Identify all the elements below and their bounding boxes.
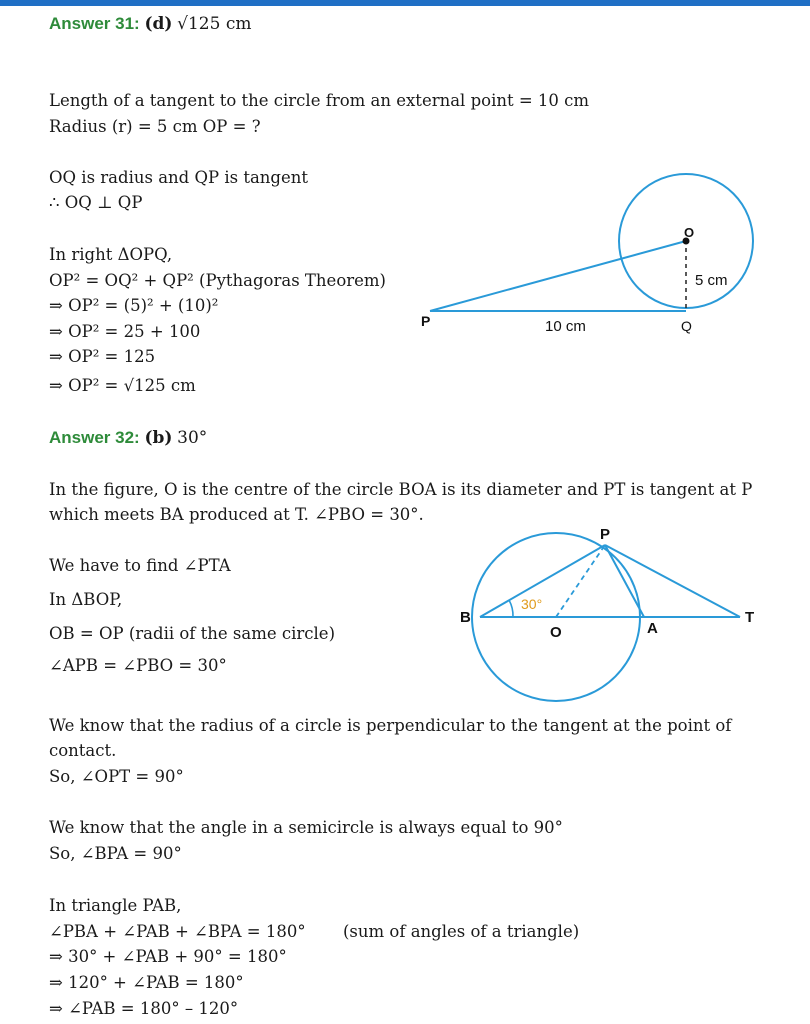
tangent-figure-31 — [410, 170, 770, 350]
label-p32: P — [600, 526, 611, 543]
line-op — [430, 241, 686, 311]
text-line: ∴ OQ ⊥ QP — [49, 193, 143, 212]
text-line: So, ∠BPA = 90° — [49, 844, 182, 863]
answer-32-label: Answer 32: — [49, 428, 140, 447]
label-p: P — [421, 313, 431, 329]
text-line: OP² = OQ² + QP² (Pythagoras Theorem) — [49, 271, 386, 290]
text-line: OQ is radius and QP is tangent — [49, 168, 309, 187]
tangent-figure-32 — [455, 520, 775, 710]
answer-31-option: (d) — [144, 14, 173, 34]
text-line: We know that the angle in a semicircle is always equal to 90° — [49, 818, 563, 837]
text-line: We know that the radius of a circle is perpendicular to the tangent at the point of — [49, 716, 732, 735]
label-a: A — [647, 620, 658, 637]
label-q: Q — [681, 318, 692, 334]
label-tangent: 10 cm — [545, 318, 586, 335]
radius-op-dashed — [556, 545, 605, 617]
text-line: ⇒ OP² = (5)² + (10)² — [49, 296, 219, 315]
angle-arc — [509, 600, 513, 617]
text-line: So, ∠OPT = 90° — [49, 767, 184, 786]
label-b: B — [460, 609, 471, 626]
text-line: In ΔBOP, — [49, 590, 123, 609]
text-line: We have to find ∠PTA — [49, 556, 231, 575]
text-line: which meets BA produced at T. ∠PBO = 30°. — [49, 505, 424, 524]
text-line: ⇒ OP² = 125 — [49, 347, 156, 366]
answer-32-value: 30° — [177, 428, 208, 448]
text-line: Radius (r) = 5 cm OP = ? — [49, 117, 261, 136]
answer-31-value: √125 cm — [177, 14, 252, 34]
text-line: ∠PBA + ∠PAB + ∠BPA = 180° — [49, 922, 306, 941]
answer-31-heading — [49, 14, 251, 34]
text-line: ∠APB = ∠PBO = 30° — [49, 656, 227, 675]
label-angle: 30° — [521, 596, 543, 612]
text-line: ⇒ OP² = 25 + 100 — [49, 322, 201, 341]
text-line: In right ΔOPQ, — [49, 245, 173, 264]
text-line: ⇒ 30° + ∠PAB + 90° = 180° — [49, 947, 287, 966]
text-line: contact. — [49, 741, 117, 760]
label-o32: O — [550, 624, 562, 641]
text-line: In the figure, O is the centre of the circle BOA is its diameter and PT is tangent at P — [49, 480, 753, 499]
label-o: O — [684, 225, 695, 240]
text-line: ⇒ 120° + ∠PAB = 180° — [49, 973, 244, 992]
answer-31-label: Answer 31: — [49, 14, 140, 33]
text-line: In triangle PAB, — [49, 896, 182, 915]
side-note: (sum of angles of a triangle) — [343, 922, 580, 941]
label-radius: 5 cm — [695, 272, 728, 289]
label-t: T — [745, 609, 755, 626]
text-line: ⇒ ∠PAB = 180° – 120° — [49, 999, 239, 1018]
text-line: OB = OP (radii of the same circle) — [49, 624, 336, 643]
text-line: Length of a tangent to the circle from an external point = 10 cm — [49, 91, 590, 110]
text-line: ⇒ OP² = √125 cm — [49, 376, 196, 395]
top-accent-bar — [0, 0, 810, 6]
answer-32-option: (b) — [144, 428, 173, 448]
answer-32-heading — [49, 428, 207, 448]
